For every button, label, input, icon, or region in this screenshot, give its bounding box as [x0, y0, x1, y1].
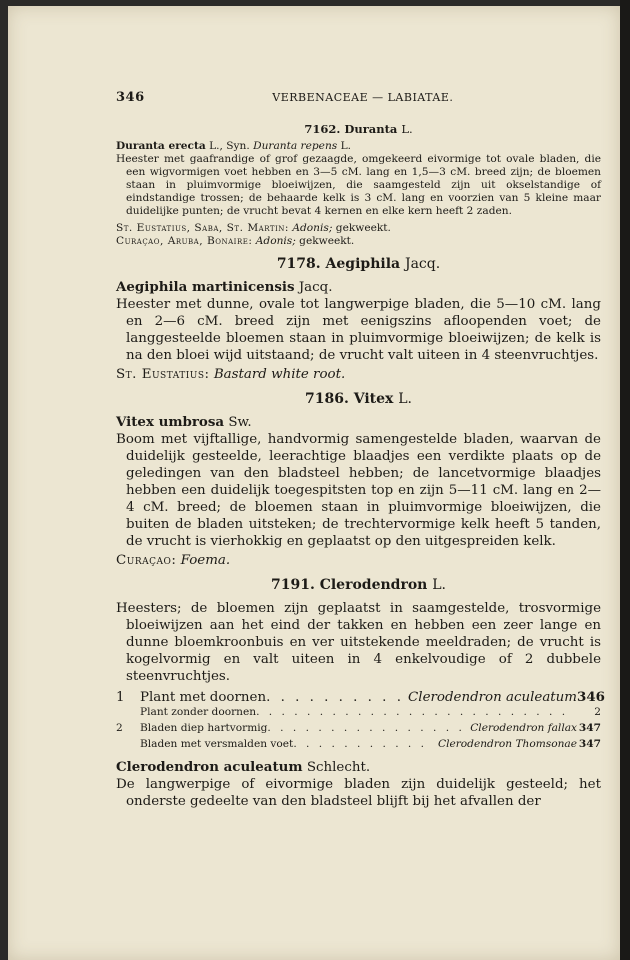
key-number: 2	[116, 722, 123, 734]
vernacular-name: Foema.	[180, 553, 231, 568]
genus-number: 7186.	[305, 391, 349, 407]
species-heading	[116, 140, 601, 153]
species-author: Sw.	[228, 415, 252, 430]
key-row	[116, 722, 601, 735]
key-page: 346	[577, 689, 605, 705]
key-page: 347	[578, 722, 601, 734]
species-author: Jacq.	[298, 280, 333, 295]
locality	[116, 235, 601, 248]
key-text: Plant met doornen	[140, 690, 267, 705]
genus-author: L.	[432, 577, 446, 593]
species-author: Schlecht.	[306, 760, 371, 775]
clerodendron-section	[116, 577, 605, 810]
locality	[116, 222, 601, 235]
locality	[116, 366, 601, 383]
species-description: Heester met dunne, ovale tot langwerpige bladen, die 5—10 cM. lang en 2—6 cM. breed zijn met eenigszins afloopenden voet; de langgesteelde bloemen staan in pluimvormige bloeiwijzen; de kelk is na den bloei wijd uitstaand; de vrucht valt uiteen in 4 steenvruchtjes.	[116, 297, 601, 363]
species-name: Duranta erecta	[116, 140, 206, 152]
running-header	[116, 90, 601, 105]
species-author: L., Syn.	[209, 140, 250, 152]
leader-dots	[293, 738, 434, 751]
leader-dots	[256, 706, 573, 719]
genus-author: L.	[401, 122, 413, 136]
species-name: Vitex umbrosa	[116, 414, 225, 430]
page-content	[116, 90, 605, 814]
genus-description: Heesters; de bloemen zijn geplaatst in saamgestelde, trosvormige bloeiwijzen aan het eind der takken en hebben een zeer lange en dunne bloemkroonbuis en ver uitstekende meeldraden; de vrucht is kogelvormig en valt uiteen in 4 enkelvoudige of 2 dubbele steenvruchtjes.	[116, 601, 601, 684]
key-page: 2	[594, 706, 601, 718]
locality-places: St. Eustatius, Saba, St. Martin:	[116, 222, 289, 234]
species-heading	[116, 279, 601, 296]
synonym: Duranta repens	[253, 140, 338, 152]
locality-places: Curaçao, Aruba, Bonaire:	[116, 235, 253, 247]
key-page: 347	[578, 738, 601, 750]
vernacular-name: Adonis;	[255, 235, 296, 247]
genus-name: Vitex	[353, 391, 394, 407]
locality-places: St. Eustatius:	[116, 367, 210, 382]
vitex-section	[116, 391, 601, 569]
leader-dots	[267, 722, 466, 735]
leader-dots	[266, 689, 404, 706]
key-row	[116, 689, 605, 706]
genus-name: Duranta	[344, 122, 398, 136]
genus-author: Jacq.	[404, 256, 441, 272]
key-text: Bladen met versmalden voet	[140, 738, 294, 750]
synonym-author: L.	[340, 140, 351, 152]
key-number: 1	[116, 690, 125, 705]
key-taxon: Clerodendron Thomsonae	[437, 738, 577, 750]
genus-name: Clerodendron	[319, 577, 428, 593]
page-number: 346	[116, 90, 145, 105]
species-name: Aegiphila martinicensis	[116, 279, 295, 295]
key-taxon: Clerodendron aculeatum	[408, 690, 577, 705]
vernacular-name: Adonis;	[292, 222, 333, 234]
genus-number: 7162.	[304, 122, 341, 136]
genus-author: L.	[398, 391, 412, 407]
genus-number: 7178.	[276, 256, 321, 272]
genus-heading	[116, 123, 601, 136]
genus-heading	[116, 391, 601, 408]
aegiphila-section	[116, 256, 601, 383]
species-name: Clerodendron aculeatum	[116, 759, 303, 775]
locality-note: gekweekt.	[335, 222, 391, 234]
locality	[116, 552, 601, 569]
genus-heading	[116, 577, 601, 594]
identification-key	[116, 689, 605, 751]
genus-heading	[116, 256, 601, 273]
species-description: Heester met gaafrandige of grof gezaagde, omgekeerd eivormige tot ovale bladen, die een wigvormigen voet hebben en 3—5 cM. lang en 1,5—3 cM. breed zijn; de bloemen staan in pluimvormige bloeiwijzen, die saamgesteld zijn uit okselstandige of eindstandige trossen; de behaarde kelk is 3 cM. lang en voorzien van 5 kleine maar duidelijke punten; de vrucht bevat 4 kernen en elke kern heeft 2 zaden.	[116, 153, 601, 217]
species-description: Boom met vijftallige, handvormig samengestelde bladen, waarvan de duidelijk gesteelde, leerachtige blaadjes een verdikte plaats op de geledingen van den bladsteel hebben; de lancetvormige blaadjes hebben een duidelijk toegespitsten top en zijn 5—11 cM. lang en 2—4 cM. breed; de bloemen staan in pluimvormige bloeiwijzen, die buiten de bladen uitsteken; de trechtervormige kelk heeft 5 tanden, de vrucht is vierhokkig en geplaatst op den uitgespreiden kelk.	[116, 432, 601, 549]
running-title: VERBENACEAE — LABIATAE.	[272, 91, 454, 104]
key-taxon: Clerodendron fallax	[470, 722, 577, 734]
vernacular-name: Bastard white root.	[213, 367, 346, 382]
duranta-section	[116, 123, 601, 248]
locality-places: Curaçao:	[116, 553, 177, 568]
key-row	[116, 738, 601, 751]
locality-note: gekweekt.	[299, 235, 355, 247]
species-description: De langwerpige of eivormige bladen zijn duidelijk gesteeld; het onderste gedeelte van den bladsteel blijft bij het afvallen der	[116, 777, 601, 809]
genus-number: 7191.	[271, 577, 315, 593]
genus-name: Aegiphila	[325, 256, 401, 272]
key-row	[116, 706, 601, 719]
book-page	[8, 6, 620, 960]
species-heading	[116, 414, 601, 431]
key-text: Plant zonder doornen	[140, 706, 257, 718]
page-edge	[620, 0, 630, 960]
key-text: Bladen diep hartvormig	[140, 722, 268, 734]
species-heading	[116, 759, 601, 776]
